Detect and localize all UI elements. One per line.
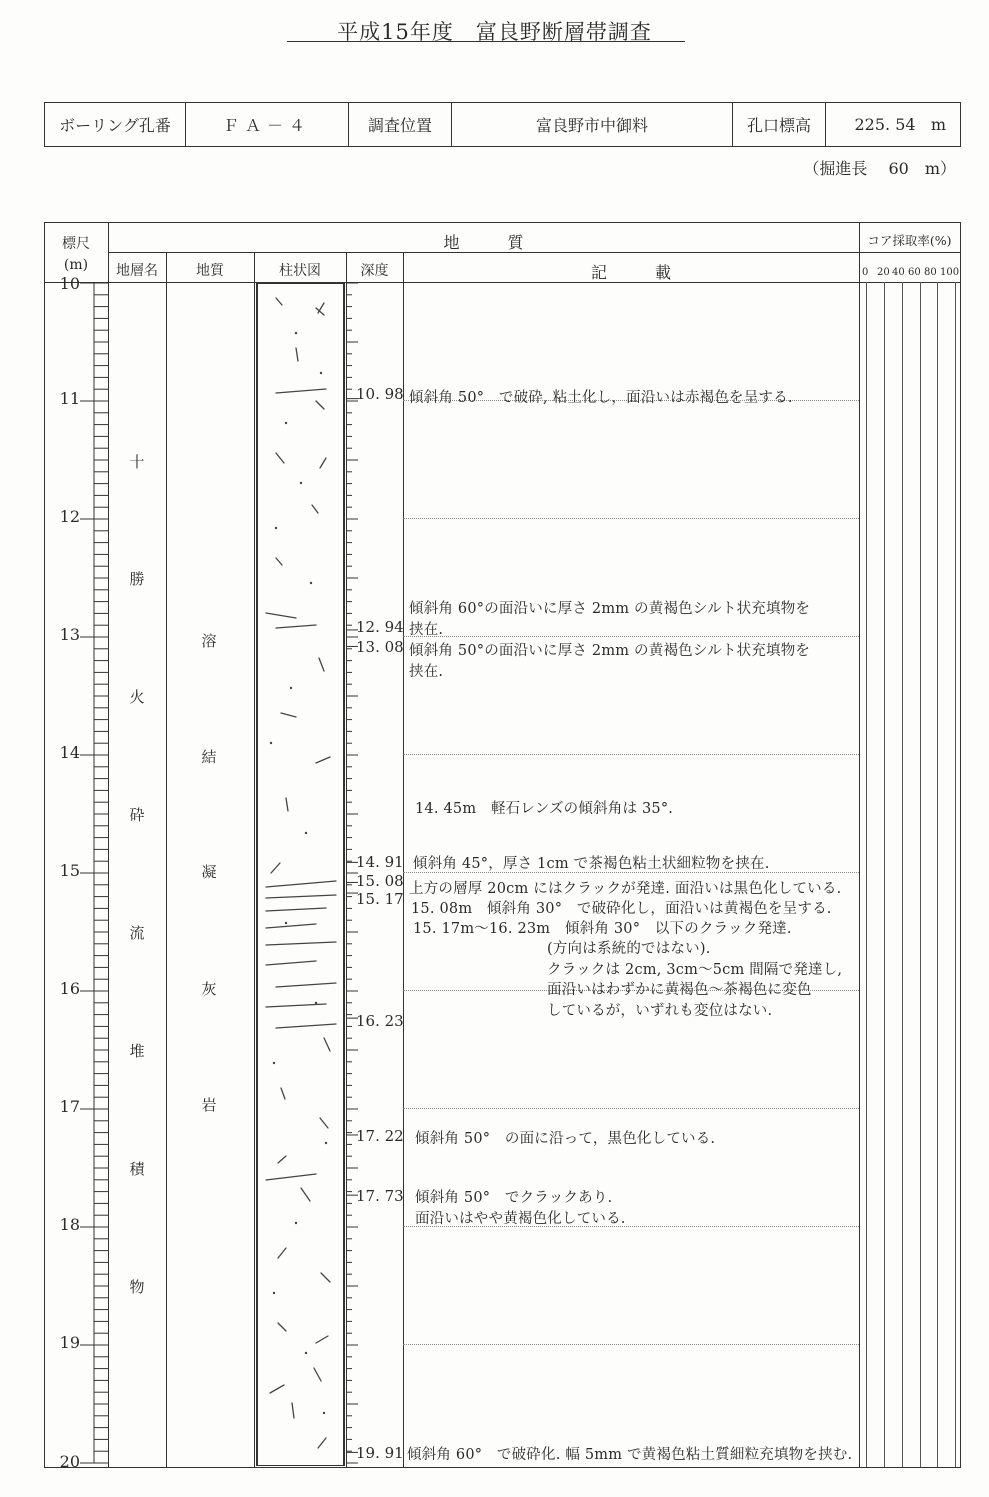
formation-char: 十 <box>129 453 145 471</box>
depth-label-14-91: 14. 91 <box>356 853 404 871</box>
boring-number: ＦＡ－４ <box>186 103 349 147</box>
formation-char: 堆 <box>129 1042 145 1060</box>
header-scale: 標尺 <box>62 236 90 252</box>
lithology-char: 岩 <box>201 1096 217 1114</box>
location-value: 富良野市中御料 <box>452 103 733 147</box>
note-15-17-line1: 15. 17m～16. 23m 傾斜角 30° 以下のクラック発達. <box>413 921 792 937</box>
depth-label-15-08: 15. 08 <box>356 872 404 890</box>
note-12-94-line2: 挟在. <box>409 622 444 638</box>
dotted-line-12m <box>403 518 859 519</box>
drill-length: （掘進長 60 m） <box>803 159 956 178</box>
boring-label: ボーリング孔番 <box>45 103 186 147</box>
scale-label-13: 13 <box>59 625 80 644</box>
depth-label-16-23: 16. 23 <box>356 1012 404 1030</box>
note-14-45: 14. 45m 軽石レンズの傾斜角は 35°. <box>415 801 674 817</box>
note-15-08-upper: 上方の層厚 20cm にはクラックが発達. 面沿いは黒色化している. <box>409 881 842 897</box>
formation-char: 勝 <box>129 570 145 588</box>
note-19-91: 傾斜角 60° で破砕化. 幅 5mm で黄褐色粘土質細粒充填物を挟む. <box>407 1447 853 1463</box>
header-depth: 深度 <box>360 263 389 279</box>
lithology-char: 結 <box>201 748 217 766</box>
depth-label-12-94: 12. 94 <box>356 618 404 636</box>
note-14-91: 傾斜角 45°，厚さ 1cm で茶褐色粘土状細粒物を挟在. <box>413 856 770 872</box>
depth-label-15-17: 15. 17 <box>356 890 404 908</box>
dotted-line-17m <box>403 1108 859 1109</box>
formation-char: 砕 <box>129 806 145 824</box>
recovery-tick-0: 0 <box>862 267 869 278</box>
scale-label-10: 10 <box>59 274 80 293</box>
lithology-char: 凝 <box>201 863 217 881</box>
note-12-94-line1: 傾斜角 60°の面沿いに厚さ 2mm の黄褐色シルト状充填物を <box>409 601 811 617</box>
elevation-label: 孔口標高 <box>733 103 826 147</box>
recovery-tick-60: 60 <box>908 267 921 278</box>
note-13-08-line1: 傾斜角 50°の面沿いに厚さ 2mm の黄褐色シルト状充填物を <box>409 643 811 659</box>
recovery-tick-80: 80 <box>924 267 937 278</box>
header-column: 柱状図 <box>279 263 321 279</box>
recovery-tick-40: 40 <box>892 267 905 278</box>
depth-label-19-91: 19. 91 <box>356 1444 404 1462</box>
formation-char: 積 <box>129 1160 145 1178</box>
lithology-char: 溶 <box>201 632 217 650</box>
header-description: 記 載 <box>590 263 671 282</box>
depth-label-17-73: 17. 73 <box>356 1187 404 1205</box>
lithology-char: 灰 <box>201 980 217 998</box>
page-title: 平成15年度 富良野断層帯調査 <box>337 20 652 44</box>
note-17-73-line1: 傾斜角 50° でクラックあり. <box>415 1190 613 1206</box>
note-13-08-line2: 挟在. <box>409 664 444 680</box>
note-17-22: 傾斜角 50° の面に沿って，黒色化している. <box>415 1131 716 1147</box>
note-15-17-line2: (方向は系統的ではない). <box>547 941 711 957</box>
scale-label-12: 12 <box>59 507 80 526</box>
scale-label-19: 19 <box>59 1333 80 1352</box>
scale-label-15: 15 <box>59 861 80 880</box>
dotted-line-14m <box>403 754 859 755</box>
header-scale-unit: (m) <box>63 257 89 273</box>
depth-label-10-98: 10. 98 <box>356 385 404 403</box>
formation-char: 物 <box>129 1278 145 1296</box>
recovery-tick-20: 20 <box>877 267 890 278</box>
elevation-unit: m <box>930 115 946 134</box>
scale-label-11: 11 <box>59 389 80 408</box>
note-15-17-line5: しているが，いずれも変位はない. <box>547 1003 773 1019</box>
location-label: 調査位置 <box>349 103 452 147</box>
header-formation-name: 地層名 <box>116 263 158 279</box>
dotted-line-13m <box>403 636 859 637</box>
depth-label-17-22: 17. 22 <box>356 1127 404 1145</box>
dotted-line-19m <box>403 1344 859 1345</box>
recovery-tick-100: 100 <box>940 267 960 278</box>
header-lithology: 地質 <box>196 263 224 279</box>
note-15-17-line3: クラックは 2cm, 3cm～5cm 間隔で発達し, <box>547 962 843 978</box>
header-geology: 地 質 <box>443 233 524 252</box>
scale-label-18: 18 <box>59 1215 80 1234</box>
scale-label-14: 14 <box>59 743 80 762</box>
note-17-73-line2: 面沿いはやや黄褐色化している. <box>415 1211 626 1227</box>
formation-char: 流 <box>129 924 145 942</box>
depth-label-13-08: 13. 08 <box>356 638 404 656</box>
scale-label-17: 17 <box>59 1097 80 1116</box>
formation-char: 火 <box>129 688 145 706</box>
scale-label-20: 20 <box>59 1452 80 1471</box>
note-15-17-line4: 面沿いはわずかに黄褐色～茶褐色に変色 <box>547 982 812 998</box>
scale-label-16: 16 <box>59 979 80 998</box>
note-10-98: 傾斜角 50° で破砕, 粘土化し，面沿いは赤褐色を呈する. <box>409 390 793 406</box>
note-15-08: 15. 08m 傾斜角 30° で破砕化し，面沿いは黄褐色を呈する. <box>411 901 832 917</box>
elevation-value: 225. 54 <box>854 115 916 134</box>
header-core-recovery: コア採取率(%) <box>867 233 952 248</box>
